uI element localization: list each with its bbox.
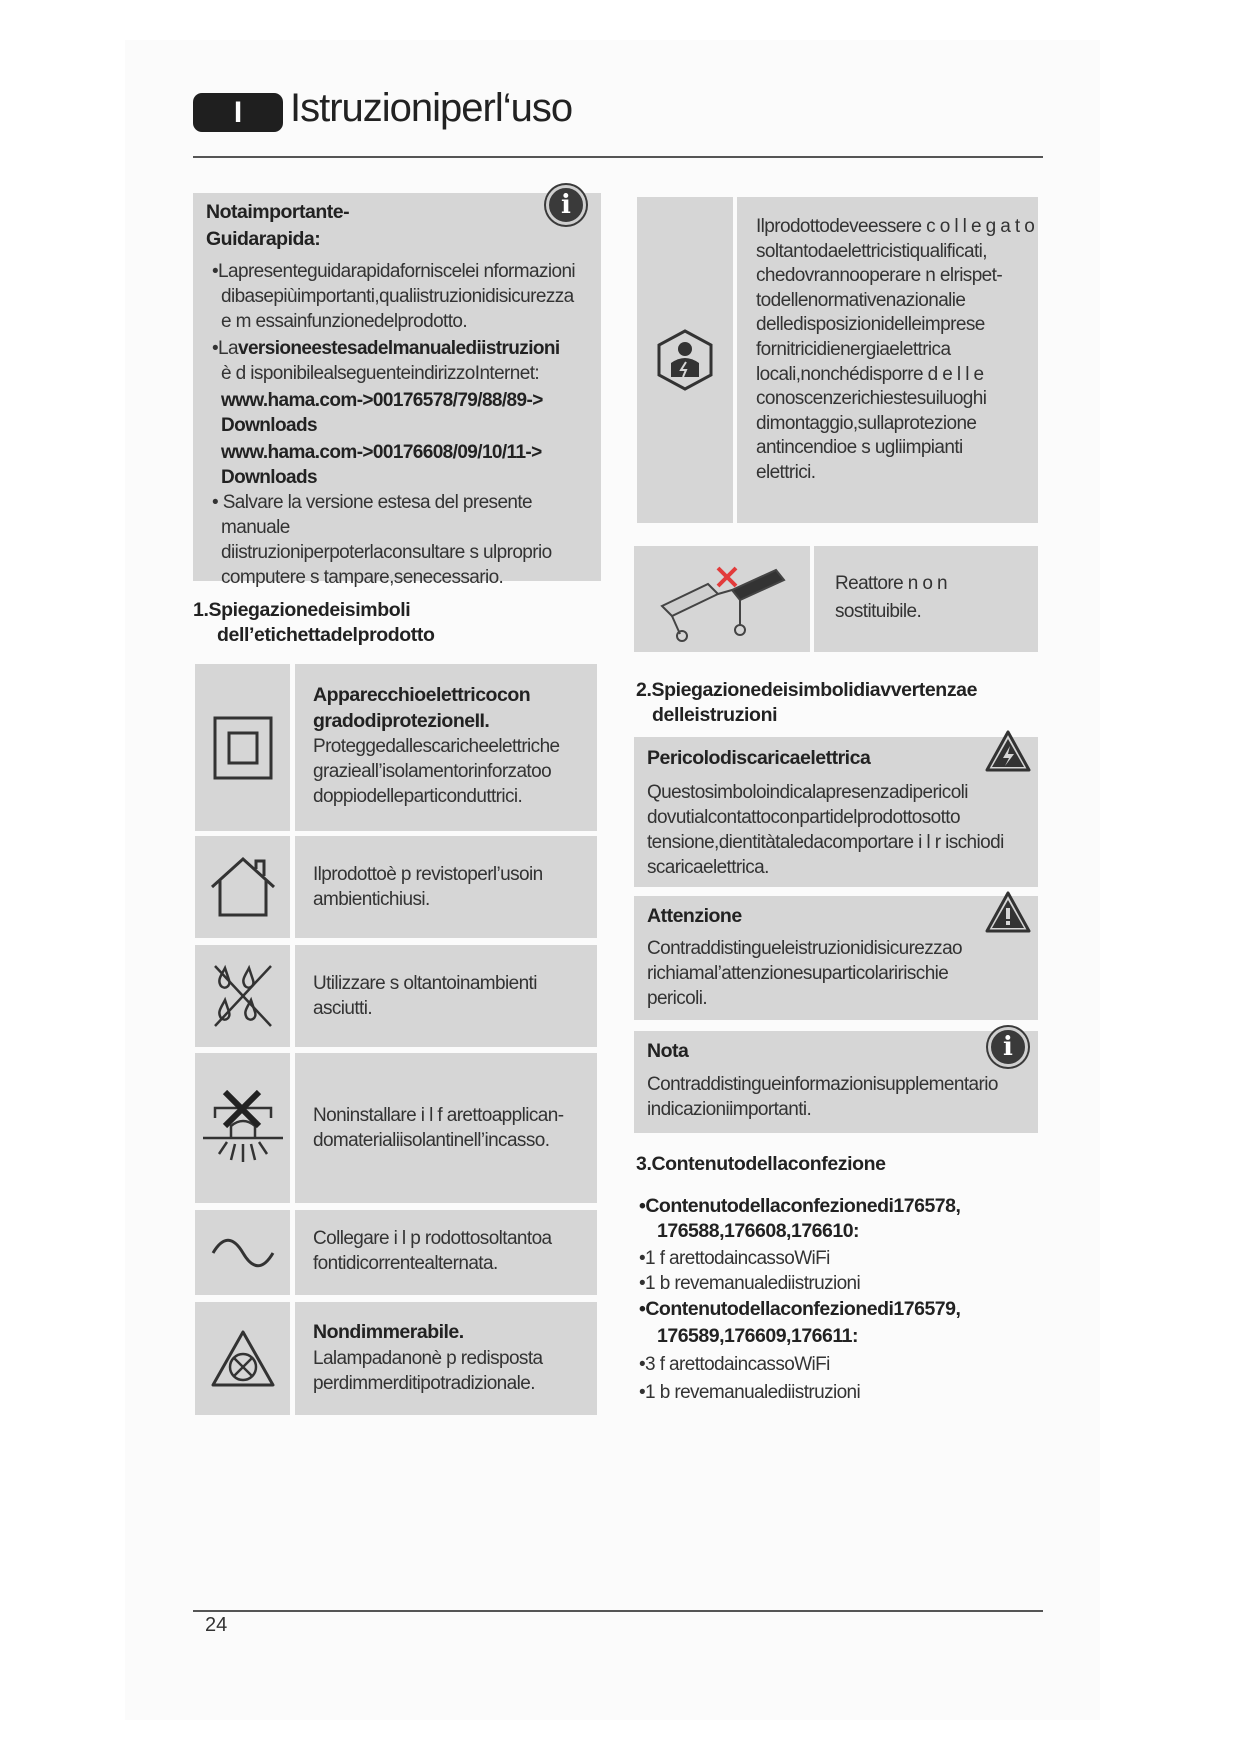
nota-info-icon: i bbox=[988, 1027, 1028, 1067]
symbol-row-protection-class bbox=[195, 664, 597, 831]
note-bullet-1-line3: e m essainfunzionedelprodotto. bbox=[221, 311, 468, 332]
nota-text-2: indicazioniimportanti. bbox=[647, 1099, 812, 1120]
ballast-text-2: sostituibile. bbox=[835, 601, 922, 622]
attention-warning-box bbox=[634, 896, 1038, 1020]
package-group-1-item-2: •1 b revemanualediistruzioni bbox=[639, 1273, 861, 1294]
protection-class-text: Proteggedallescaricheelettriche bbox=[313, 736, 560, 757]
note-body bbox=[206, 259, 591, 590]
symbol-row-dry-only bbox=[195, 945, 597, 1047]
symbol-row-ac-current bbox=[195, 1210, 597, 1295]
no-insulation-text-2: domaterialiisolantinell’incasso. bbox=[313, 1130, 550, 1151]
info-icon: i bbox=[546, 185, 586, 225]
note-bullet-2: •Laversioneestesadelmanualediistruzioni bbox=[212, 338, 560, 359]
danger-text-2: dovutialcontattoconpartidelprodottosotto bbox=[647, 807, 960, 828]
electrician-icon bbox=[655, 329, 715, 391]
indoor-text: Ilprodottoè p revistoperl’usoin bbox=[313, 864, 543, 885]
ac-current-text-2: fontidicorrentealternata. bbox=[313, 1253, 498, 1274]
header-divider bbox=[193, 156, 1043, 158]
danger-warning-box bbox=[634, 737, 1038, 887]
non-dimmable-title: Nondimmerabile. bbox=[313, 1321, 464, 1343]
ballast-text: Reattore n o n bbox=[835, 573, 948, 594]
language-badge: I bbox=[193, 93, 283, 132]
page-title: Istruzioniperl‘uso bbox=[290, 86, 573, 130]
note-bullet-3: • Salvare la versione estesa del presente manuale bbox=[212, 492, 533, 538]
package-group-2-title: •Contenutodellaconfezionedi176579, bbox=[639, 1298, 961, 1320]
non-replaceable-ballast-icon bbox=[652, 554, 792, 644]
note-title: Notaimportante- bbox=[206, 201, 350, 223]
downloads-link-1-line2[interactable]: Downloads bbox=[221, 415, 317, 436]
package-group-2-item-1: •3 f arettodaincassoWiFi bbox=[639, 1354, 830, 1375]
ballast-text-cell bbox=[814, 546, 1038, 652]
electrician-icon-cell bbox=[637, 197, 733, 523]
no-insulation-icon bbox=[201, 1090, 285, 1166]
double-square-icon bbox=[213, 716, 273, 780]
nota-title: Nota bbox=[647, 1040, 689, 1062]
attention-text-3: pericoli. bbox=[647, 988, 708, 1009]
section-2-heading: 2.Spiegazionedeisimbolidiavvertenzae delleistruzioni bbox=[636, 679, 978, 726]
symbol-row-non-dimmable bbox=[195, 1302, 597, 1415]
indoor-text-2: ambientichiusi. bbox=[313, 889, 430, 910]
house-icon bbox=[208, 855, 278, 919]
note-bullet-1: •Lapresenteguidarapidaforniscelei nformazioni bbox=[212, 261, 576, 282]
attention-text: Contraddistingueleistruzionidisicurezzao bbox=[647, 938, 963, 959]
note-bullet-3-line3: computere s tampare,senecessario. bbox=[221, 567, 504, 588]
no-dimmer-icon bbox=[210, 1329, 276, 1389]
protection-class-title: Apparecchioelettricocon bbox=[313, 684, 531, 706]
dry-only-text: Utilizzare s oltantoinambienti bbox=[313, 973, 537, 994]
danger-title: Pericolodiscaricaelettrica bbox=[647, 747, 871, 769]
package-group-2-models: 176589,176609,176611: bbox=[657, 1325, 858, 1347]
important-note-box bbox=[193, 190, 601, 588]
note-bullet-2-line2: è d isponibilealseguenteindirizzoInternet: bbox=[221, 363, 540, 384]
alternating-current-icon bbox=[211, 1238, 275, 1268]
symbol-row-indoor bbox=[195, 836, 597, 938]
danger-text: Questosimboloindicalapresenzadipericoli bbox=[647, 782, 968, 803]
package-contents bbox=[639, 1194, 1039, 1405]
section-3-heading: 3.Contenutodellaconfezione bbox=[636, 1153, 886, 1175]
attention-text-2: richiamal’attenzionesuparticolaririschie bbox=[647, 963, 949, 984]
package-group-1-models: 176588,176608,176610: bbox=[657, 1220, 860, 1242]
dry-only-text-2: asciutti. bbox=[313, 998, 373, 1019]
note-bullet-1-line2: dibasepiùimportanti,qualiistruzionidisicurezza bbox=[221, 286, 574, 307]
downloads-link-1[interactable]: www.hama.com->00176578/79/88/89-> bbox=[221, 390, 543, 411]
protection-class-title-2: gradodiprotezioneII. bbox=[313, 710, 490, 732]
danger-text-3: tensione,dientitàtaledacomportare i l r ischiodi bbox=[647, 832, 1004, 853]
footer-divider bbox=[193, 1610, 1043, 1612]
ac-current-text: Collegare i l p rodottosoltantoa bbox=[313, 1228, 552, 1249]
section-1-heading: 1.Spiegazionedeisimboli dell’etichettadelprodotto bbox=[193, 599, 435, 646]
attention-title: Attenzione bbox=[647, 905, 742, 927]
ballast-icon-cell bbox=[634, 546, 810, 652]
package-group-1-item-1: •1 f arettodaincassoWiFi bbox=[639, 1248, 830, 1269]
electrician-text-cell: Ilprodottodeveessere c o l l e g a t o soltantodaelettricistiqualificati, chedovrannooperare n elrispet- todellenormativenazionalie delledisposizionidelleimprese fornitricidienergiaelettrica locali,nonchédisporre d e l l e conoscenzerichiestesuiluoghi dimontaggio,sullaprotezione antincendioe s ugliimpianti elettrici. bbox=[737, 197, 1038, 523]
page-number: 24 bbox=[205, 1614, 228, 1636]
non-dimmable-text: Lalampadanonè p redisposta bbox=[313, 1348, 543, 1369]
note-subtitle: Guidarapida: bbox=[206, 228, 321, 250]
danger-text-4: scaricaelettrica. bbox=[647, 857, 769, 878]
downloads-link-2-line2[interactable]: Downloads bbox=[221, 467, 317, 488]
protection-class-text-2: grazieall’isolamentorinforzatoo bbox=[313, 761, 552, 782]
downloads-link-2[interactable]: www.hama.com->00176608/09/10/11-> bbox=[221, 442, 542, 463]
note-bullet-3-line2: diistruzioniperpoterlaconsultare s ulproprio bbox=[221, 542, 552, 563]
package-group-1-title: •Contenutodellaconfezionedi176578, bbox=[639, 1195, 961, 1217]
nota-text: Contraddistingueinformazionisupplementario bbox=[647, 1074, 998, 1095]
protection-class-text-3: doppiodelleparticonduttrici. bbox=[313, 786, 523, 807]
electric-hazard-icon bbox=[984, 729, 1032, 773]
non-dimmable-text-2: perdimmerditipotradizionale. bbox=[313, 1373, 535, 1394]
symbol-row-no-insulation bbox=[195, 1053, 597, 1203]
no-water-drops-icon bbox=[211, 962, 275, 1030]
attention-icon bbox=[984, 890, 1032, 934]
no-insulation-text: Noninstallare i l f arettoapplican- bbox=[313, 1105, 564, 1126]
page-header bbox=[193, 88, 1043, 160]
package-group-2-item-2: •1 b revemanualediistruzioni bbox=[639, 1382, 861, 1403]
nota-box bbox=[634, 1031, 1038, 1133]
